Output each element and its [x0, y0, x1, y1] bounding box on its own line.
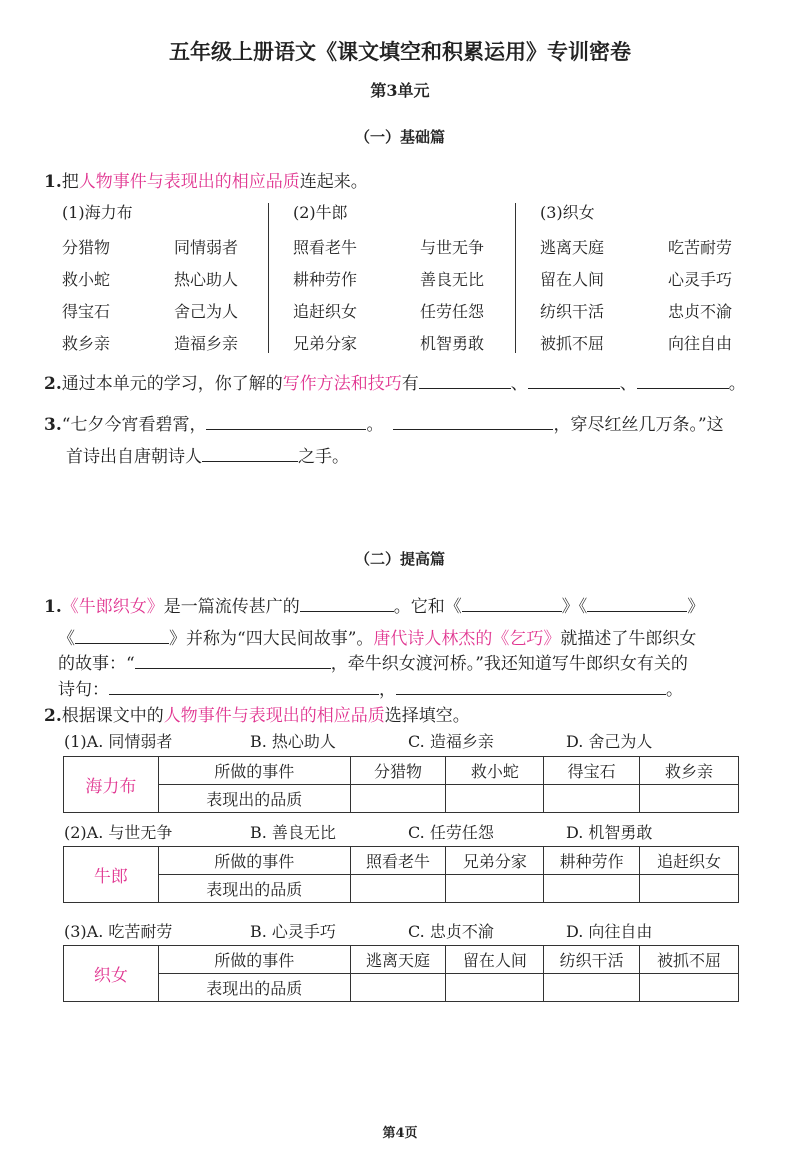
match-right-item[interactable]: 善良无比	[420, 270, 485, 289]
row-label: 表现出的品质	[158, 974, 350, 1002]
adv-q1-line1: 1.《牛郎织女》是一篇流传甚广的 。它和《 》《 》	[44, 593, 704, 620]
quality-table-3	[63, 945, 739, 1002]
answer-blank[interactable]	[109, 676, 379, 695]
match-left-item[interactable]: 得宝石	[62, 302, 111, 321]
option-c: C. 任劳任怨	[408, 823, 494, 842]
row-label: 所做的事件	[158, 757, 350, 785]
option-a: (2)A. 与世无争	[64, 823, 173, 842]
match-group-3	[540, 200, 750, 360]
event-cell: 追赶织女	[640, 847, 739, 875]
event-cell: 被抓不屈	[640, 946, 739, 974]
event-cell: 得宝石	[544, 757, 640, 785]
option-a: (3)A. 吃苦耐劳	[64, 922, 173, 941]
answer-blank[interactable]	[419, 370, 511, 389]
answer-cell[interactable]	[544, 974, 640, 1002]
answer-cell[interactable]	[640, 974, 739, 1002]
answer-blank[interactable]	[528, 370, 620, 389]
match-right-item[interactable]: 机智勇敢	[420, 334, 485, 353]
answer-cell[interactable]	[446, 974, 544, 1002]
answer-cell[interactable]	[350, 974, 446, 1002]
row-label: 表现出的品质	[158, 875, 350, 903]
event-cell: 耕种劳作	[544, 847, 640, 875]
event-cell: 留在人间	[446, 946, 544, 974]
match-group-3-head: (3)织女	[540, 203, 595, 222]
adv-q2: 2.根据课文中的人物事件与表现出的相应品质选择填空。	[44, 706, 470, 726]
answer-cell[interactable]	[544, 785, 640, 813]
answer-cell[interactable]	[544, 875, 640, 903]
basic-q1: 1.把人物事件与表现出的相应品质连起来。	[44, 172, 368, 192]
page-title: 五年级上册语文《课文填空和积累运用》专训密卷	[169, 39, 631, 64]
event-cell: 救乡亲	[640, 757, 739, 785]
answer-blank[interactable]	[393, 411, 553, 430]
answer-blank[interactable]	[300, 593, 394, 612]
adv-q1-line2: 《 》并称为“四大民间故事”。唐代诗人林杰的《乞巧》就描述了牛郎织女	[58, 625, 696, 652]
option-d: D. 机智勇敢	[566, 823, 653, 842]
option-c: C. 造福乡亲	[408, 732, 494, 751]
event-cell: 兄弟分家	[446, 847, 544, 875]
match-group-2	[293, 200, 503, 360]
section-basic-title: （一）基础篇	[354, 128, 445, 146]
answer-cell[interactable]	[350, 875, 446, 903]
answer-cell[interactable]	[350, 785, 446, 813]
match-left-item[interactable]: 分猎物	[62, 238, 111, 257]
match-group-1	[62, 200, 262, 360]
answer-blank[interactable]	[637, 370, 729, 389]
answer-cell[interactable]	[640, 875, 739, 903]
option-d: D. 舍己为人	[566, 732, 653, 751]
match-left-item[interactable]: 留在人间	[540, 270, 605, 289]
event-cell: 分猎物	[350, 757, 446, 785]
quality-table-1	[63, 756, 739, 813]
match-divider	[515, 203, 516, 353]
match-group-1-head: (1)海力布	[62, 203, 133, 222]
event-cell: 救小蛇	[446, 757, 544, 785]
answer-cell[interactable]	[446, 875, 544, 903]
character-name: 牛郎	[64, 847, 159, 903]
row-label: 所做的事件	[158, 847, 350, 875]
answer-blank[interactable]	[587, 593, 687, 612]
basic-q2: 2.通过本单元的学习，你了解的写作方法和技巧有 、 、 。	[44, 370, 746, 397]
match-group-2-head: (2)牛郎	[293, 203, 348, 222]
match-left-item[interactable]: 救小蛇	[62, 270, 111, 289]
match-left-item[interactable]: 兄弟分家	[293, 334, 358, 353]
answer-blank[interactable]	[206, 411, 366, 430]
basic-q3-line1: 3.“七夕今宵看碧霄， 。 ，穿尽红丝几万条。”这	[44, 411, 724, 438]
match-left-item[interactable]: 追赶织女	[293, 302, 358, 321]
match-left-item[interactable]: 被抓不屈	[540, 334, 605, 353]
match-left-item[interactable]: 照看老牛	[293, 238, 358, 257]
row-label: 表现出的品质	[158, 785, 350, 813]
match-left-item[interactable]: 耕种劳作	[293, 270, 358, 289]
quality-table-2	[63, 846, 739, 903]
option-b: B. 心灵手巧	[250, 922, 336, 941]
option-a: (1)A. 同情弱者	[64, 732, 173, 751]
match-right-item[interactable]: 造福乡亲	[174, 334, 239, 353]
row-label: 所做的事件	[158, 946, 350, 974]
match-right-item[interactable]: 心灵手巧	[668, 270, 733, 289]
page-number: 第4页	[382, 1126, 418, 1141]
match-divider	[268, 203, 269, 353]
option-d: D. 向往自由	[566, 922, 653, 941]
basic-q3-line2: 首诗出自唐朝诗人 之手。	[66, 443, 349, 470]
event-cell: 纺织干活	[544, 946, 640, 974]
match-right-item[interactable]: 与世无争	[420, 238, 485, 257]
match-right-item[interactable]: 吃苦耐劳	[668, 238, 733, 257]
answer-cell[interactable]	[640, 785, 739, 813]
event-cell: 逃离天庭	[350, 946, 446, 974]
answer-blank[interactable]	[462, 593, 562, 612]
match-left-item[interactable]: 救乡亲	[62, 334, 111, 353]
match-right-item[interactable]: 热心助人	[174, 270, 239, 289]
adv-q1-line3: 的故事：“ ，牵牛织女渡河桥。”我还知道写牛郎织女有关的	[58, 650, 688, 677]
match-right-item[interactable]: 同情弱者	[174, 238, 239, 257]
answer-blank[interactable]	[202, 443, 298, 462]
character-name: 海力布	[64, 757, 159, 813]
match-left-item[interactable]: 纺织干活	[540, 302, 605, 321]
answer-cell[interactable]	[446, 785, 544, 813]
character-name: 织女	[64, 946, 159, 1002]
unit-title: 第3单元	[370, 81, 430, 100]
option-c: C. 忠贞不渝	[408, 922, 494, 941]
adv-q1-line4: 诗句： ， 。	[58, 676, 683, 703]
match-right-item[interactable]: 向往自由	[668, 334, 733, 353]
option-b: B. 善良无比	[250, 823, 336, 842]
match-right-item[interactable]: 忠贞不渝	[668, 302, 733, 321]
answer-blank[interactable]	[396, 676, 666, 695]
event-cell: 照看老牛	[350, 847, 446, 875]
answer-blank[interactable]	[75, 625, 169, 644]
option-b: B. 热心助人	[250, 732, 336, 751]
match-left-item[interactable]: 逃离天庭	[540, 238, 605, 257]
match-right-item[interactable]: 任劳任怨	[420, 302, 485, 321]
section-advanced-title: （二）提高篇	[354, 550, 445, 568]
answer-blank[interactable]	[135, 650, 331, 669]
match-right-item[interactable]: 舍己为人	[174, 302, 239, 321]
